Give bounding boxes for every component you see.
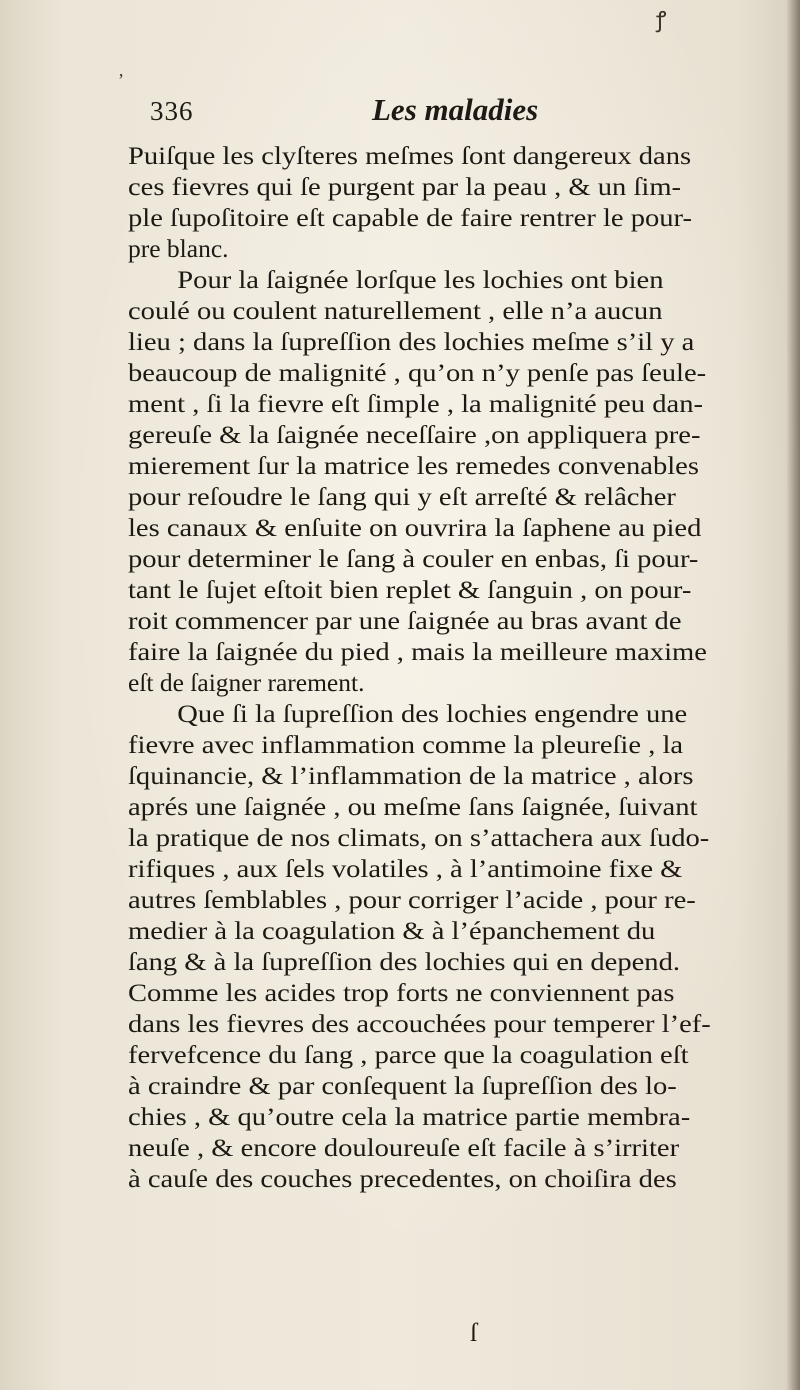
page-header [150, 92, 710, 132]
page-number: 336 [150, 96, 194, 126]
text-line: beaucoup de malignité , qu’on n’y penſe pas ſeule- [128, 358, 707, 387]
text-line: chies , & qu’outre cela la matrice partie membra- [128, 1102, 691, 1131]
text-line: lieu ; dans la ſupreſſion des lochies meſme s’il y a [128, 327, 695, 356]
text-line: medier à la coagulation & à l’épanchement du [128, 916, 656, 945]
text-line: coulé ou coulent naturellement , elle n’a aucun [128, 296, 663, 325]
text-line: gereuſe & la ſaignée neceſſaire ,on appliquera pre- [128, 420, 701, 449]
running-title: Les maladies [372, 92, 539, 127]
text-line: aprés une ſaignée , ou meſme ſans ſaignée, ſuivant [128, 792, 698, 821]
text-line: Comme les acides trop forts ne conviennent pas [128, 978, 675, 1007]
ink-mark-top: ꝭ [656, 7, 667, 32]
text-line: la pratique de nos climats, on s’attachera aux ſudo- [128, 823, 710, 852]
text-line: roit commencer par une ſaignée au bras avant de [128, 606, 682, 635]
text-line: faire la ſaignée du pied , mais la meilleure maxime [128, 637, 707, 666]
text-line: neuſe , & encore douloureuſe eſt facile à s’irriter [128, 1133, 680, 1162]
text-line: tant le ſujet eſtoit bien replet & ſanguin , on pour- [128, 575, 692, 604]
text-line: fievre avec inflammation comme la pleureſie , la [128, 730, 684, 759]
text-line: ſquinancie, & l’inflammation de la matrice , alors [128, 761, 694, 790]
text-line: eſt de ſaigner rarement. [128, 668, 365, 697]
text-line: rifiques , aux ſels volatiles , à l’antimoine fixe & [128, 854, 683, 883]
text-line: fervefcence du ſang , parce que la coagulation eſt [128, 1040, 689, 1069]
text-line: ces fievres qui ſe purgent par la peau , & un ſim- [128, 172, 682, 201]
text-line: pre blanc. [128, 234, 229, 263]
text-line: dans les fievres des accouchées pour temperer l’ef- [128, 1009, 711, 1038]
text-line: les canaux & enſuite on ouvrira la ſaphene au pied [128, 513, 702, 542]
text-line: à craindre & par conſequent la ſupreſſion des lo- [128, 1071, 677, 1100]
text-line: ſang & à la ſupreſſion des lochies qui en depend. [128, 947, 681, 976]
text-line: autres ſemblables , pour corriger l’acide , pour re- [128, 885, 696, 914]
catchword: ſ [470, 1318, 478, 1347]
ink-mark-left: ʼ [118, 70, 124, 90]
text-line: mierement ſur la matrice les remedes convenables [128, 451, 699, 480]
text-line: ple ſupoſitoire eſt capable de faire rentrer le pour- [128, 203, 693, 232]
text-line: Puiſque les clyſteres meſmes ſont dangereux dans [128, 141, 692, 170]
text-line: Pour la ſaignée lorſque les lochies ont bien [177, 265, 664, 294]
text-line: Que ſi la ſupreſſion des lochies engendre une [177, 699, 688, 728]
text-line: à cauſe des couches precedentes, on choiſira des [128, 1164, 677, 1193]
text-line: pour reſoudre le ſang qui y eſt arreſté & relâcher [128, 482, 676, 511]
text-line: ment , ſi la fievre eſt ſimple , la malignité peu dan- [128, 389, 703, 418]
text-line: pour determiner le ſang à couler en enbas, ſi pour- [128, 544, 699, 573]
body-text [128, 140, 768, 1194]
